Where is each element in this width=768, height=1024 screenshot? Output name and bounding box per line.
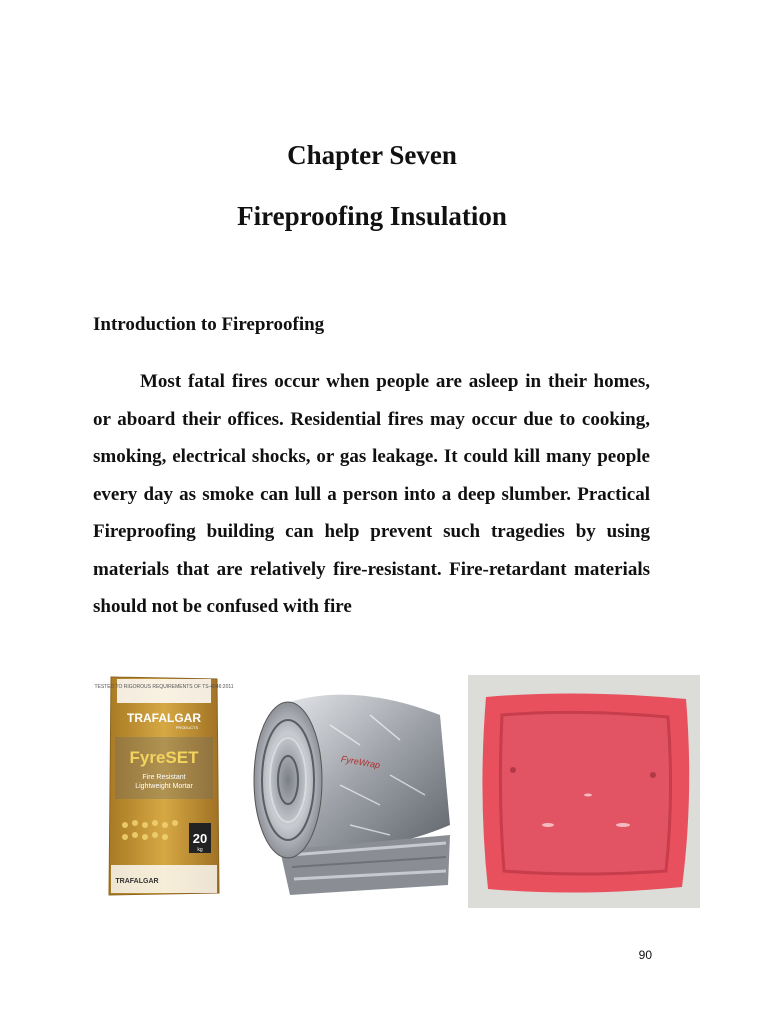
chapter-subtitle: Fireproofing Insulation <box>237 201 507 231</box>
fire-putty-pad-image <box>468 675 700 908</box>
bag-footer-brand: TRAFALGAR <box>115 878 159 885</box>
fyreset-bag-image <box>94 675 234 897</box>
bag-desc-1: Fire Resistant <box>142 774 186 781</box>
roll-label: FyreWrap <box>340 753 381 771</box>
bag-weight-value: 20 <box>192 831 208 846</box>
bag-desc-2: Lightweight Mortar <box>135 783 193 790</box>
bag-brand-sub: PRODUCTS <box>175 725 199 730</box>
body-paragraph: Most fatal fires occur when people are asleep in their homes, or aboard their offices. Residential fires may occur due to cooking, smoking, electrical shocks, or gas leakage. It could kill many people every day as smoke can lull a person into a deep slumber. Practical Fireproofing building can help prevent such tragedies by using materials that are relatively fire-resistant. Fire-retardant materials should not be confused with fire <box>93 371 650 617</box>
chapter-title: Chapter Seven <box>287 140 457 170</box>
bag-product-name: FyreSET <box>129 748 199 767</box>
bag-weight-unit: kg <box>197 847 203 853</box>
page-number: 90 <box>638 948 652 962</box>
foil-insulation-roll-image <box>250 685 455 898</box>
bag-top-text: TESTED TO RIGOROUS REQUIREMENTS OF TS-4046:2011 <box>94 684 234 690</box>
bag-brand: TRAFALGAR <box>127 711 201 725</box>
section-heading: Introduction to Fireproofing <box>93 314 325 335</box>
